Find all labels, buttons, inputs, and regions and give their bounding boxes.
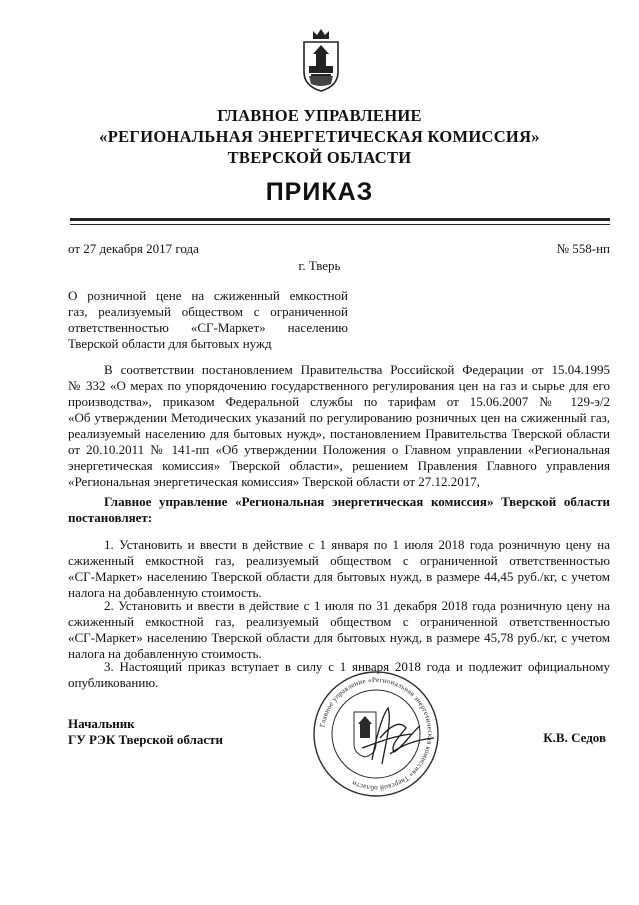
item-line: «СГ-Маркет» населению Тверской области для бытовых нужд, в размере 45,78 руб./кг, с учетом: [68, 630, 610, 645]
preamble-line: реализуемый населению для бытовых нужд», постановлением Правительства Тверской области: [68, 426, 610, 441]
resolves-paragraph: [68, 494, 610, 526]
item-line: налога на добавленную стоимость.: [68, 646, 262, 661]
order-item-1: [68, 537, 610, 601]
item-line: опубликованию.: [68, 675, 159, 690]
item-line: сжиженный емкостной газ, реализуемый обществом с ограниченной ответственностью: [68, 553, 610, 568]
order-city: г. Тверь: [298, 258, 341, 273]
order-number: № 558-нп: [556, 241, 610, 256]
preamble-line: № 332 «О мерах по упорядочению государственного регулирования цен на газ и сырье для его: [68, 378, 610, 393]
preamble-line: производства», приказом Федеральной службы по тарифам от 15.06.2007 № 129-э/2: [68, 394, 610, 409]
subject-line: Тверской области для бытовых нужд: [68, 336, 272, 351]
item-line: налога на добавленную стоимость.: [68, 585, 262, 600]
preamble-line: энергетическая комиссия» Тверской области», решением Правления Главного управления: [68, 458, 610, 473]
signatory-name: К.В. Седов: [543, 730, 606, 745]
subject-line: О розничной цене на сжиженный емкостной: [68, 288, 348, 303]
order-date: от 27 декабря 2017 года: [68, 241, 199, 256]
item-line: 1. Установить и ввести в действие с 1 января по 1 июля 2018 года розничную цену на: [104, 537, 610, 552]
header-line-2: «РЕГИОНАЛЬНАЯ ЭНЕРГЕТИЧЕСКАЯ КОМИССИЯ»: [99, 127, 540, 146]
order-subject: [68, 288, 348, 352]
resolves-line: Главное управление «Региональная энергетическая комиссия» Тверской области: [104, 494, 610, 509]
subject-line: газ, реализуемый обществом с ограниченной: [68, 304, 348, 319]
preamble-line: «Региональная энергетическая комиссия» Тверской области от 27.12.2017,: [68, 474, 481, 489]
item-line: сжиженный емкостной газ, реализуемый обществом с ограниченной ответственностью: [68, 614, 610, 629]
signatory-organization: ГУ РЭК Тверской области: [68, 732, 223, 747]
preamble-paragraph: [68, 362, 610, 490]
header-divider-thick: [70, 218, 610, 221]
tver-coat-of-arms-icon: [301, 28, 341, 92]
preamble-line: «Об утверждении Методических указаний по регулированию розничных цен на сжиженный газ,: [68, 410, 610, 425]
seal-ring-text: Главное управление «Региональная энергетическая комиссия» Тверской области: [318, 675, 435, 793]
preamble-line: от 20.10.2011 № 141-пп «Об утверждении Положения о Главном управлении «Региональная: [68, 442, 610, 457]
subject-line: ответственностью «СГ-Маркет» населению: [68, 320, 348, 335]
official-seal-stamp: [302, 668, 450, 800]
preamble-line: В соответствии постановлением Правительства Российской Федерации от 15.04.1995: [104, 362, 610, 377]
header-divider-thin: [70, 224, 610, 225]
resolves-line: постановляет:: [68, 510, 153, 525]
signatory-title: Начальник: [68, 716, 135, 731]
document-title: ПРИКАЗ: [265, 178, 374, 206]
seal-coat-of-arms-icon: [354, 712, 376, 757]
order-item-2: [68, 598, 610, 662]
header-line-1: ГЛАВНОЕ УПРАВЛЕНИЕ: [217, 106, 422, 125]
item-line: 3. Настоящий приказ вступает в силу с 1 января 2018 года и подлежит официальному: [104, 659, 610, 674]
item-line: 2. Установить и ввести в действие с 1 июля по 31 декабря 2018 года розничную цену на: [104, 598, 610, 613]
header-line-3: ТВЕРСКОЙ ОБЛАСТИ: [227, 148, 412, 167]
item-line: «СГ-Маркет» населению Тверской области для бытовых нужд, в размере 44,45 руб./кг, с учетом: [68, 569, 610, 584]
